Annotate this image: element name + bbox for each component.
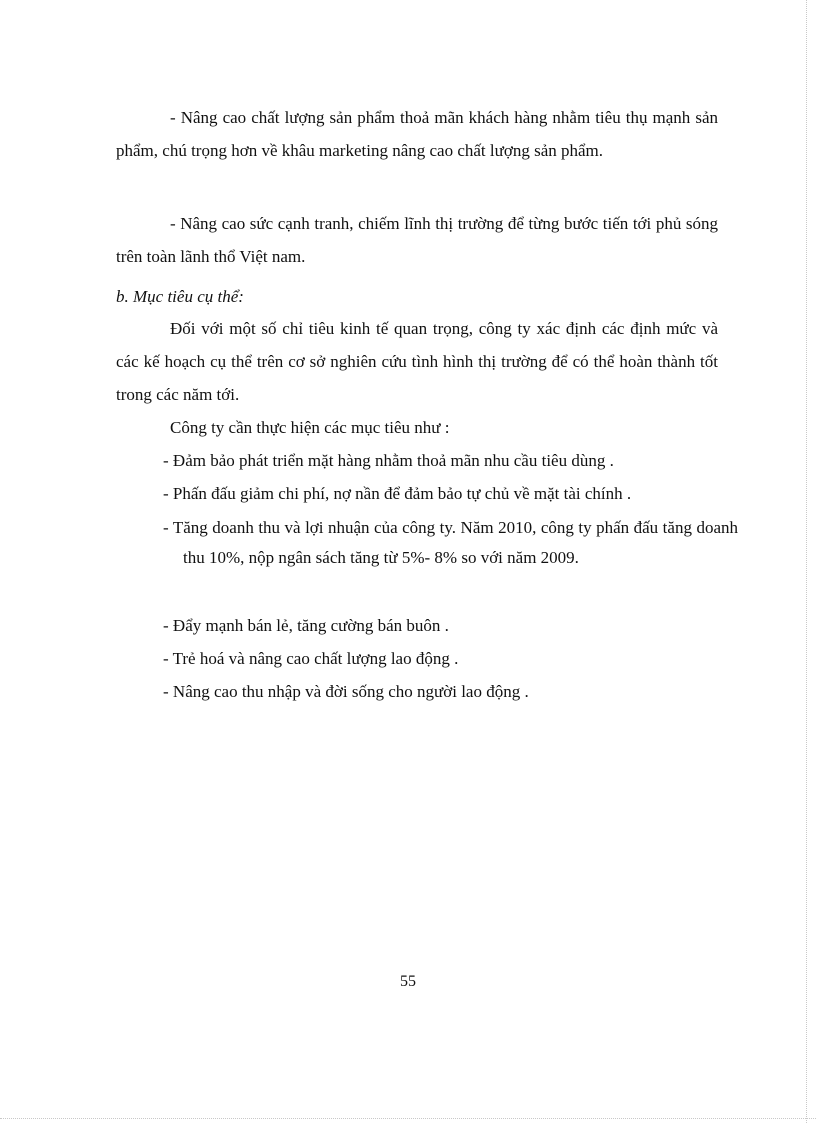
section-heading: b. Mục tiêu cụ thể:: [116, 287, 244, 306]
list-item: - Nâng cao thu nhập và đời sống cho người lao động .: [163, 682, 529, 701]
paragraph-specific-targets: Đối với một số chỉ tiêu kinh tế quan trọng, công ty xác định các định mức và các kế hoạch cụ thể trên cơ sở nghiên cứu tình hình thị trường để có thể hoàn thành tốt trong các năm tới.: [116, 319, 718, 404]
page-number: 55: [400, 973, 416, 990]
list-item: - Tăng doanh thu và lợi nhuận của công ty. Năm 2010, công ty phấn đấu tăng doanh thu 10%, nộp ngân sách tăng từ 5%- 8% so với năm 2009.: [163, 518, 738, 567]
list-item: - Đảm bảo phát triển mặt hàng nhằm thoả mãn nhu cầu tiêu dùng .: [163, 451, 614, 470]
list-item: - Trẻ hoá và nâng cao chất lượng lao động .: [163, 649, 459, 668]
intro-line: Công ty cần thực hiện các mục tiêu như :: [170, 418, 450, 437]
page-edge-bottom: [0, 1118, 816, 1119]
list-item: - Đẩy mạnh bán lẻ, tăng cường bán buôn .: [163, 616, 449, 635]
page-edge-right: [806, 0, 807, 1123]
paragraph-quality: - Nâng cao chất lượng sản phẩm thoả mãn khách hàng nhằm tiêu thụ mạnh sản phẩm, chú trọng hơn về khâu marketing nâng cao chất lượng sản phẩm.: [116, 108, 718, 160]
paragraph-competitiveness: - Nâng cao sức cạnh tranh, chiếm lĩnh thị trường để từng bước tiến tới phủ sóng trên toàn lãnh thổ Việt nam.: [116, 214, 718, 266]
list-item: - Phấn đấu giảm chi phí, nợ nần để đảm bảo tự chủ về mặt tài chính .: [163, 484, 632, 503]
